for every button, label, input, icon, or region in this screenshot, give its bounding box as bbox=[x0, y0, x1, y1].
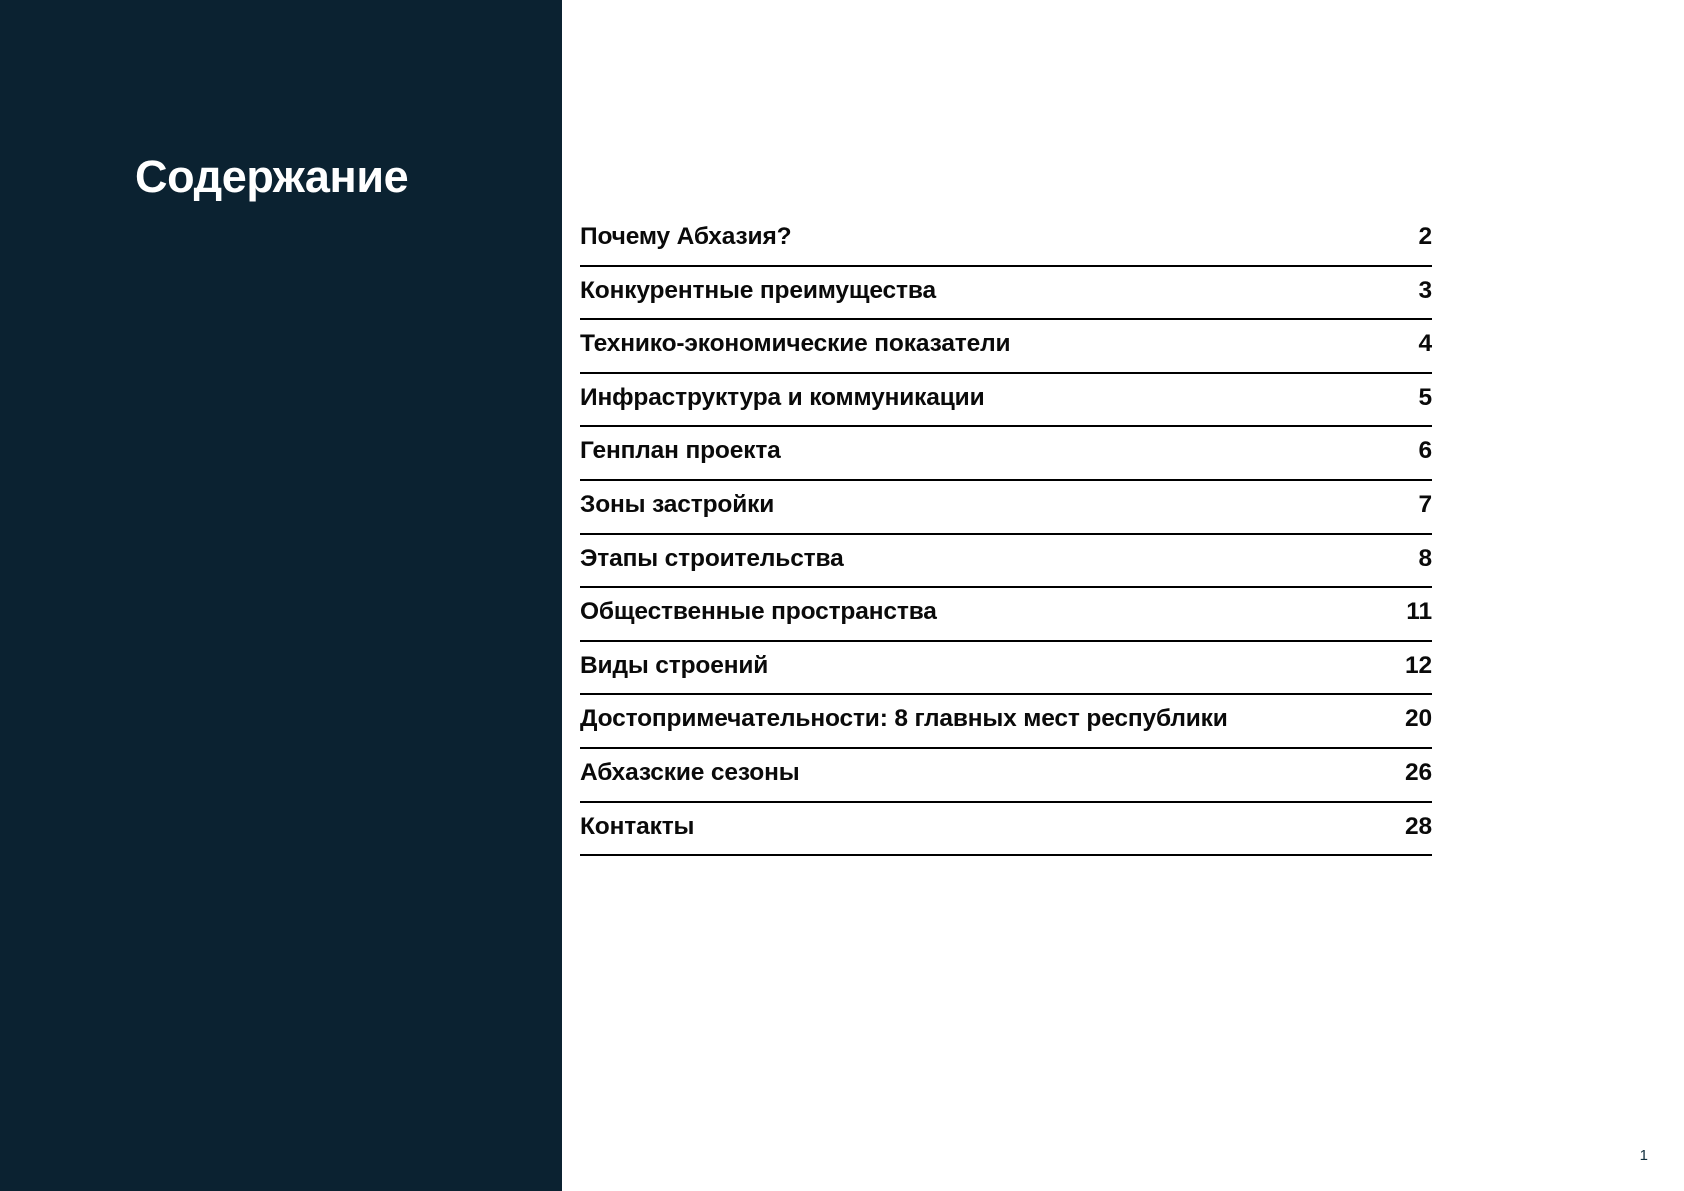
toc-entry-page-number: 3 bbox=[1418, 276, 1432, 304]
toc-entry-label: Виды строений bbox=[580, 651, 769, 679]
toc-row[interactable] bbox=[580, 320, 1432, 374]
toc-row[interactable] bbox=[580, 749, 1432, 803]
toc-row[interactable] bbox=[580, 374, 1432, 428]
toc-entry-page-number: 11 bbox=[1406, 598, 1432, 626]
toc-entry-page-number: 20 bbox=[1404, 705, 1432, 733]
toc-entry-label: Этапы строительства bbox=[580, 544, 844, 572]
toc-entry-label: Инфраструктура и коммуникации bbox=[580, 383, 985, 411]
toc-entry-page-number: 26 bbox=[1404, 758, 1432, 786]
toc-row[interactable] bbox=[580, 695, 1432, 749]
toc-entry-page-number: 12 bbox=[1404, 651, 1432, 679]
toc-entry-label: Почему Абхазия? bbox=[580, 223, 792, 250]
toc-entry-page-number: 28 bbox=[1404, 812, 1432, 840]
toc-entry-label: Контакты bbox=[580, 812, 695, 840]
toc-row[interactable] bbox=[580, 481, 1432, 535]
toc-row[interactable] bbox=[580, 267, 1432, 321]
toc-entry-page-number: 2 bbox=[1418, 223, 1432, 250]
toc-entry-label: Зоны застройки bbox=[580, 490, 775, 518]
toc-row[interactable] bbox=[580, 642, 1432, 696]
content-area bbox=[562, 0, 1684, 1191]
toc-row[interactable] bbox=[580, 427, 1432, 481]
toc-entry-page-number: 7 bbox=[1418, 490, 1432, 518]
table-of-contents bbox=[580, 213, 1432, 856]
page-title: Содержание bbox=[135, 151, 409, 202]
title-panel bbox=[0, 0, 562, 1191]
toc-entry-label: Технико-экономические показатели bbox=[580, 330, 1011, 358]
toc-row[interactable] bbox=[580, 803, 1432, 857]
toc-row[interactable] bbox=[580, 588, 1432, 642]
toc-entry-page-number: 4 bbox=[1418, 330, 1432, 358]
toc-entry-label: Достопримечательности: 8 главных мест республики bbox=[580, 705, 1228, 733]
toc-entry-label: Конкурентные преимущества bbox=[580, 276, 936, 304]
toc-entry-page-number: 6 bbox=[1418, 437, 1432, 465]
toc-row[interactable] bbox=[580, 213, 1432, 267]
toc-row[interactable] bbox=[580, 535, 1432, 589]
toc-entry-page-number: 5 bbox=[1418, 383, 1432, 411]
toc-entry-page-number: 8 bbox=[1418, 544, 1432, 572]
toc-entry-label: Общественные пространства bbox=[580, 598, 937, 626]
toc-entry-label: Абхазские сезоны bbox=[580, 758, 800, 786]
footer-page-number: 1 bbox=[1639, 1147, 1648, 1164]
toc-entry-label: Генплан проекта bbox=[580, 437, 781, 465]
